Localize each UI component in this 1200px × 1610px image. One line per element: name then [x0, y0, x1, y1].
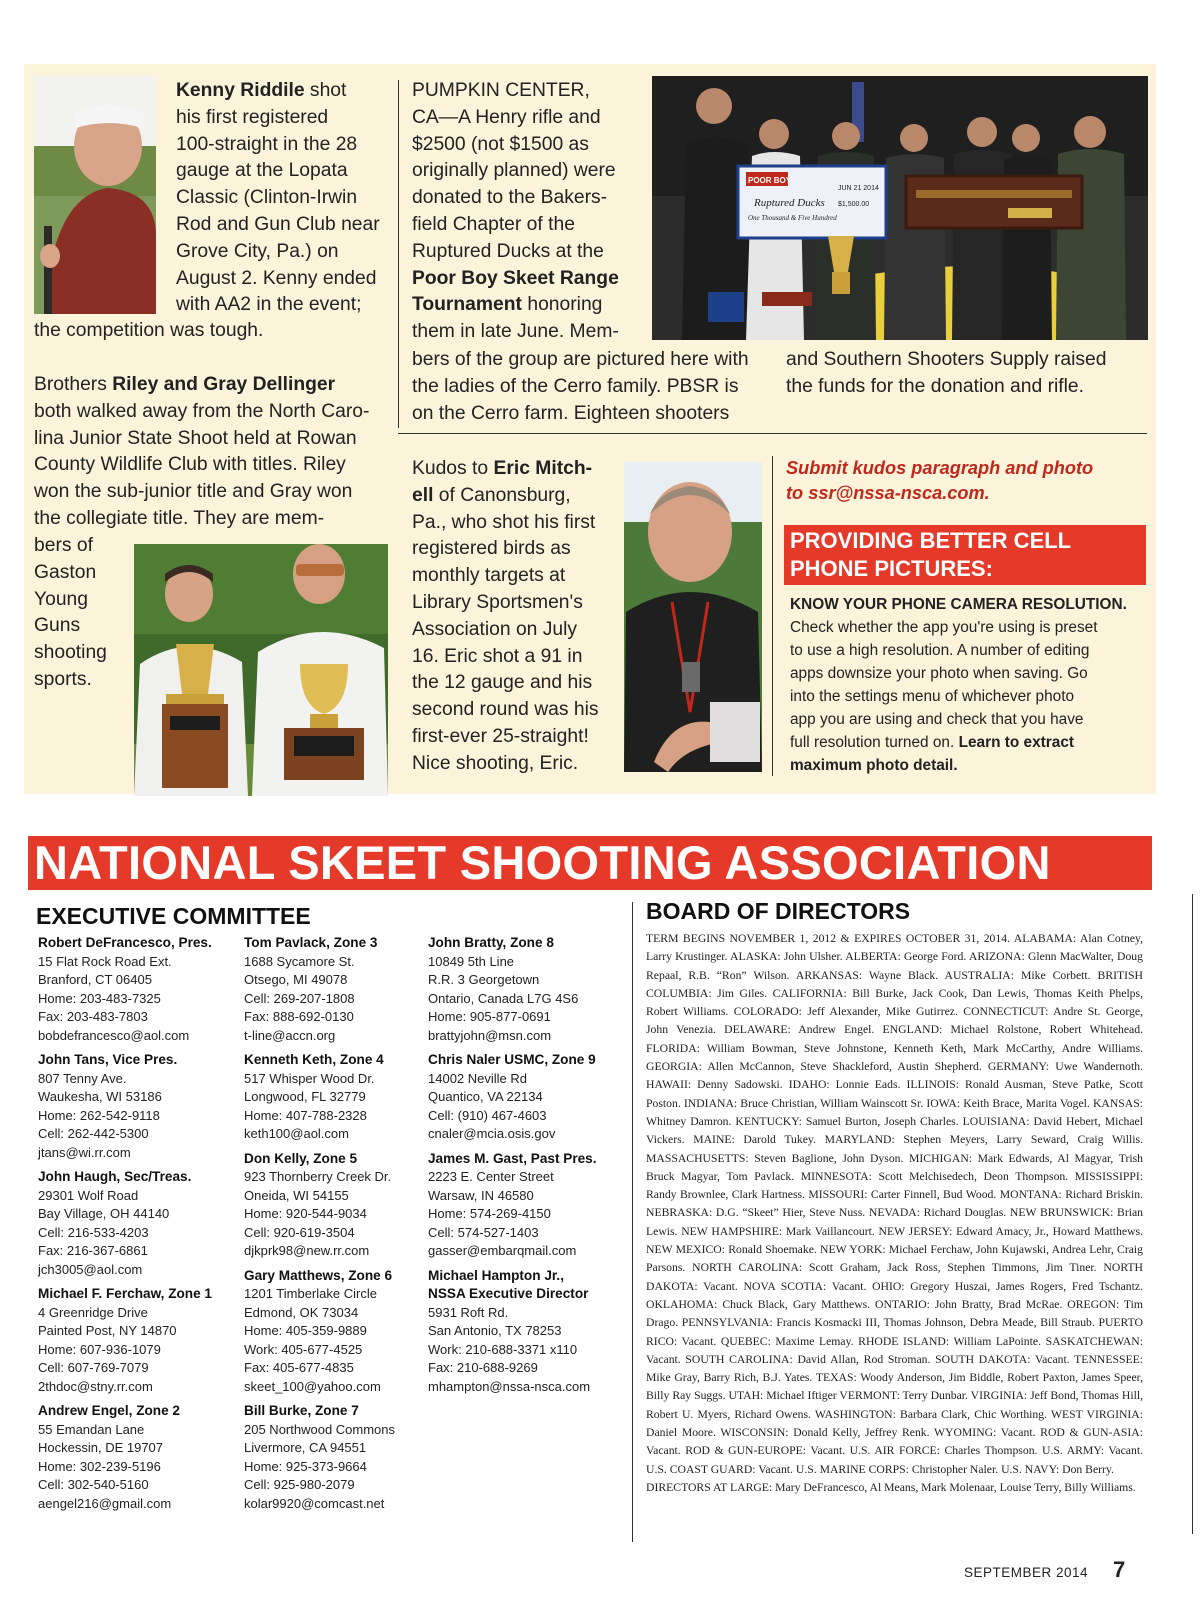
eric-mitchell-photo — [624, 462, 762, 772]
eric-line: registered birds as — [412, 538, 571, 560]
dellinger-short-line: Gaston — [34, 561, 97, 583]
eric-name-part1: Eric Mitch- — [493, 458, 593, 479]
kenny-line: his first registered — [176, 106, 329, 128]
eric-text — [412, 456, 612, 778]
member-line: 807 Tenny Ave. — [38, 1070, 127, 1086]
member-line: Home: 925-373-9664 — [244, 1458, 367, 1474]
member-line: Home: 203-483-7325 — [38, 990, 161, 1006]
eric-line: 16. Eric shot a 91 in — [412, 645, 583, 667]
submit-email-line: to ssr@nssa-nsca.com. — [786, 483, 990, 503]
dellinger-short-line: sports. — [34, 668, 92, 690]
ruptured-ducks-group-photo — [652, 76, 1148, 340]
dellinger-short-line: bers of — [34, 535, 93, 556]
tips-bold-intro: KNOW YOUR PHONE CAMERA RESOLUTION. — [790, 596, 1127, 613]
pumpkin-line: field Chapter of the — [412, 213, 575, 235]
tips-body — [790, 593, 1150, 777]
pumpkin-line: $2500 (not $1500 as — [412, 133, 589, 155]
tips-final-line: maximum photo detail. — [790, 757, 958, 774]
kenny-text: shot — [309, 80, 347, 101]
exec-member — [38, 1051, 238, 1162]
pumpkin-line: CA—A Henry rifle and — [412, 106, 601, 128]
eric-line: Nice shooting, Eric. — [412, 752, 579, 774]
member-name: Michael F. Ferchaw, Zone 1 — [38, 1286, 212, 1301]
dellinger-line: County Wildlife Club with titles. Riley — [34, 454, 346, 476]
right-edge-rule — [1192, 894, 1193, 1534]
dellinger-line: lina Junior State Shoot held at Rowan — [34, 427, 357, 449]
member-email[interactable]: mhampton@nssa-nsca.com — [428, 1378, 591, 1394]
member-name: Kenneth Keth, Zone 4 — [244, 1052, 384, 1067]
pumpkin-event-tournament: Tournament — [412, 294, 522, 316]
member-line: 14002 Neville Rd — [428, 1070, 528, 1086]
member-line: 55 Emandan Lane — [38, 1421, 145, 1437]
eric-intro: Kudos to — [412, 458, 489, 479]
eric-line-1 — [412, 483, 612, 510]
pumpkin-event-line1 — [412, 266, 652, 293]
page-number: 7 — [1113, 1557, 1126, 1582]
tips-line: into the settings menu of whichever photo — [790, 688, 1075, 705]
exec-member — [244, 1051, 424, 1144]
exec-column-1 — [38, 934, 238, 1513]
kenny-name: Kenny Riddile — [176, 80, 305, 101]
board-text: TERM BEGINS NOVEMBER 1, 2012 & EXPIRES OCTOBER 31, 2014. ALABAMA: Alan Cotney, Larry Krustinger. ALASKA: John Ulsher. ALBERTA: George Ford. ARIZONA: Glenn MacWalter, Doug Repaal, R.B. “Ron” Wilson. ARKANSAS: Wayne Black. AUSTRALIA: Mike Corbett. BRITISH COLUMBIA: Jim Giles. CALIFORNIA: Bill Burke, Jack Cook, Dan Lewis, Thomas Keith Phelps, Robert Williams. COLORADO: Jeff Alexander, Mike Gutirrez. CONNECTICUT: Andre St. George, John Venezia. DELAWARE: Andrew Engel. ENGLAND: Michael Rolstone, Robert Whitehead. FLORIDA: William Bowman, Steve Johnstone, Kenneth Keth, Mark McCarthy, Andre Williams. GEORGIA: Allen McCannon, Steve Shackleford, Austin Shepherd. GERMANY: Uwe Wandernoth. HAWAII: Denny Sadowski. IDAHO: Lonnie Eads. ILLINOIS: Ronald Ausman, Steve Patke, Scott Poston. INDIANA: Bruce Christian, William Wainscott Sr. IOWA: Keith Brace, Marita Vogel. KANSAS: Whitney Damron. KENTUCKY: Samuel Burton, Joseph Charles. LOUISIANA: David Hebert, Michael Vickers. MAINE: Darold Tukey. MARYLAND: Stephen Meyers, Larry Seward, Craig Willis. MASSACHUSETTS: Steven Baglione, John Dyson. MICHIGAN: Mark Edwards, Al Magyar, Trish Bruck Magyar, Tom Pavlack. MINNESOTA: Scott Melchisedech, Deon Thompson. MISSISSIPPI: Randy Brownlee, Clark Hartness. MISSOURI: Carter Finnell, Bud Wood. MONTANA: Richard Briskin. NEBRASKA: D.G. “Skeet” Hier, Steve Nuss. NEVADA: Richard Douglas. NEW BRUNSWICK: Brian Lewis. NEW HAMPSHIRE: Mark Vaillancourt. NEW JERSEY: Edward Amacy, Jr., Howard Matthews. NEW MEXICO: Ronald Shoemake. NEW YORK: Michael Ferchaw, John Kujawski, Andrea Lehr, Craig Parsons. NORTH CAROLINA: Scott Graham, Jack Ross, Stephen Timmons, Jim Tiner. NORTH DAKOTA: Vacant. NOVA SCOTIA: Vacant. OHIO: Gregory Huszai, James Rogers, Fred Tschantz. OKLAHOMA: Chuck Black, Gary Matthews. ONTARIO: John Bratty, Brad McRae. OREGON: Tim Drago. PENNSYLVANIA: Francis Kosmacki III, Thomas Johnson, Debra Meade, Bill Straub. PUERTO RICO: Vacant. QUEBEC: Maxime Lemay. RHODE ISLAND: William LaPointe. SASKATCHEWAN: Vacant. SOUTH CAROLINA: David Allan, Rod Stroman. SOUTH DAKOTA: Vacant. TENNESSEE: Mike Gray, Barry Rich, B.J. Yates. TEXAS: Woody Anderson, Jim Biddle, Robert Paxton, James Speer, Billy Ray Suggs. UTAH: Michael Iftiger VERMONT: Terry Dunbar. VIRGINIA: Jeff Bond, Thomas Hill, Robert U. Myers, Richard Owens. WASHINGTON: Barbara Clark, Chic Worthing. WEST VIRGINIA: Daniel Moore. WISCONSIN: Donald Kelly, Jeffrey Renk. WYOMING: Vacant. ROD & GUN-ASIA: Vacant. ROD & GUN-EUROPE: Vacant. U.S. AIR FORCE: Charles Thompson. U.S. ARMY: Vacant. U.S. COAST GUARD: Vacant. U.S. MARINE CORPS: Christopher Naler. U.S. NAVY: Don Berry. — [646, 932, 1143, 1476]
submit-line-1: Submit kudos paragraph and photo — [786, 458, 1094, 478]
member-email[interactable]: cnaler@mcia.osis.gov — [428, 1126, 556, 1141]
member-line: Cell: 920-619-3504 — [244, 1224, 355, 1240]
exec-member — [428, 1051, 628, 1144]
pumpkin-right-text — [786, 347, 1146, 401]
tips-line: apps downsize your photo when saving. Go — [790, 665, 1088, 682]
exec-member — [38, 1285, 238, 1396]
member-line: Home: 574-269-4150 — [428, 1206, 551, 1221]
eric-line-0 — [412, 456, 612, 483]
member-line: Painted Post, NY 14870 — [38, 1323, 177, 1338]
pumpkin-wide-text — [412, 347, 772, 427]
member-email[interactable]: djkprk98@new.rr.com — [244, 1243, 370, 1258]
member-name: John Haugh, Sec/Treas. — [38, 1169, 192, 1184]
member-line: Quantico, VA 22134 — [428, 1089, 543, 1104]
pumpkin-wide-line: bers of the group are pictured here with — [412, 349, 749, 370]
member-line: Cell: 262-442-5300 — [38, 1126, 149, 1141]
tips-last-plain: full resolution turned on. — [790, 734, 955, 751]
member-name: Bill Burke, Zone 7 — [244, 1403, 359, 1418]
member-email[interactable]: t-line@accn.org — [244, 1027, 336, 1043]
exec-member — [244, 934, 424, 1045]
member-line: Home: 407-788-2328 — [244, 1107, 367, 1123]
executive-committee-title: EXECUTIVE COMMITTEE — [36, 903, 311, 929]
member-line: Fax: 210-688-9269 — [428, 1360, 538, 1375]
member-line: 15 Flat Rock Road Ext. — [38, 953, 172, 969]
member-email[interactable]: jtans@wi.rr.com — [38, 1144, 131, 1160]
member-line: Home: 405-359-9889 — [244, 1323, 367, 1338]
member-name: Robert DeFrancesco, Pres. — [38, 935, 212, 950]
pumpkin-event-name: Poor Boy Skeet Range — [412, 267, 619, 289]
column-divider-2 — [772, 456, 773, 776]
member-line: 2223 E. Center Street — [428, 1169, 554, 1184]
board-at-large: DIRECTORS AT LARGE: Mary DeFrancesco, Al Means, Mark Molenaar, Louise Terry, Billy Williams. — [646, 1480, 1136, 1494]
pumpkin-line: originally planned) were — [412, 160, 616, 182]
member-name: James M. Gast, Past Pres. — [428, 1150, 597, 1166]
member-name: Don Kelly, Zone 5 — [244, 1150, 358, 1166]
kenny-line: with AA2 in the event; — [176, 294, 362, 316]
dellinger-text — [34, 372, 394, 533]
member-line: Cell: 216-533-4203 — [38, 1224, 149, 1240]
eric-after-name: of Canonsburg, — [438, 484, 571, 506]
submit-kudos — [786, 456, 1146, 506]
member-line: Cell: (910) 467-4603 — [428, 1107, 547, 1123]
panel-divider — [398, 433, 1147, 434]
exec-member — [38, 1402, 238, 1513]
eric-line: second round was his — [412, 699, 599, 721]
member-line: Fax: 888-692-0130 — [244, 1009, 354, 1024]
tips-line: Check whether the app you're using is preset — [790, 619, 1098, 636]
member-line: Fax: 216-367-6861 — [38, 1243, 148, 1258]
check-payee: Ruptured Ducks — [754, 197, 825, 209]
eric-line: monthly targets at — [412, 565, 566, 587]
board-of-directors-title: BOARD OF DIRECTORS — [646, 898, 911, 924]
member-line: Cell: 269-207-1808 — [244, 990, 355, 1006]
exec-column-3 — [428, 934, 628, 1396]
member-line: 5931 Roft Rd. — [428, 1304, 509, 1320]
exec-member — [244, 1150, 424, 1261]
kenny-line: Grove City, Pa.) on — [176, 240, 339, 262]
kenny-line: gauge at the Lopata — [176, 160, 348, 182]
member-line: Home: 302-239-5196 — [38, 1458, 161, 1474]
tips-last-line — [790, 731, 1150, 754]
tips-line: to use a high resolution. A number of editing — [790, 642, 1090, 659]
member-email[interactable]: gasser@embarqmail.com — [428, 1243, 577, 1258]
member-line: Otsego, MI 49078 — [244, 972, 348, 987]
dellinger-line-0 — [34, 372, 394, 399]
exec-member — [38, 934, 238, 1045]
dellinger-short-line: Guns — [34, 615, 81, 637]
eric-line: first-ever 25-straight! — [412, 725, 589, 747]
member-line: Cell: 925-980-2079 — [244, 1477, 355, 1492]
member-line: R.R. 3 Georgetown — [428, 972, 540, 987]
exec-member — [244, 1402, 424, 1513]
member-line: 4 Greenridge Drive — [38, 1304, 148, 1320]
member-email[interactable]: brattyjohn@msn.com — [428, 1027, 552, 1043]
member-email[interactable]: aengel216@gmail.com — [38, 1495, 172, 1511]
member-line: Home: 905-877-0691 — [428, 1009, 551, 1024]
check-brand: POOR BOY — [748, 176, 792, 185]
member-name: John Bratty, Zone 8 — [428, 935, 554, 950]
member-line: Home: 920-544-9034 — [244, 1206, 367, 1221]
pumpkin-text — [412, 78, 652, 346]
column-divider-1 — [398, 80, 399, 428]
member-email[interactable]: 2thdoc@stny.rr.com — [38, 1378, 153, 1394]
kenny-line-0 — [176, 78, 391, 105]
kenny-text-wrap — [176, 78, 391, 319]
pumpkin-line: Ruptured Ducks at the — [412, 240, 604, 262]
pumpkin-wide-line: the ladies of the Cerro family. PBSR is — [412, 375, 739, 397]
member-line: Longwood, FL 32779 — [244, 1089, 366, 1104]
board-of-directors-list — [646, 930, 1143, 1497]
pumpkin-event-line2 — [412, 292, 652, 319]
member-line: 517 Whisper Wood Dr. — [244, 1070, 375, 1086]
pumpkin-right-line: and Southern Shooters Supply raised — [786, 349, 1107, 370]
eric-line: Library Sportsmen's — [412, 591, 583, 613]
member-line: Oneida, WI 54155 — [244, 1187, 349, 1203]
exec-member — [244, 1267, 424, 1397]
exec-member — [428, 934, 628, 1045]
footer-issue-date: SEPTEMBER 2014 — [964, 1565, 1089, 1580]
exec-member — [38, 1168, 238, 1279]
member-line: Branford, CT 06405 — [38, 972, 152, 987]
member-line: 923 Thornberry Creek Dr. — [244, 1169, 392, 1184]
member-line: San Antonio, TX 78253 — [428, 1323, 562, 1338]
member-email[interactable]: skeet_100@yahoo.com — [244, 1378, 381, 1394]
member-name: Andrew Engel, Zone 2 — [38, 1403, 180, 1418]
dellinger-short-text — [34, 533, 134, 694]
tips-learn-link: Learn to extract — [958, 734, 1075, 751]
exec-member — [428, 1267, 628, 1397]
kenny-last-line: the competition was tough. — [34, 320, 264, 341]
member-line: Livermore, CA 94551 — [244, 1440, 367, 1455]
check-amount: $1,500.00 — [838, 201, 870, 208]
dellinger-line: both walked away from the North Caro- — [34, 400, 370, 422]
member-line: Fax: 203-483-7803 — [38, 1009, 148, 1024]
kenny-line: Classic (Clinton-Irwin — [176, 187, 358, 209]
member-line: Waukesha, WI 53186 — [38, 1089, 162, 1104]
member-line: Bay Village, OH 44140 — [38, 1206, 170, 1221]
member-line: Cell: 607-769-7079 — [38, 1360, 149, 1375]
tips-line: app you are using and check that you have — [790, 711, 1084, 728]
eric-line: Pa., who shot his first — [412, 511, 596, 533]
member-name: Gary Matthews, Zone 6 — [244, 1267, 393, 1283]
member-line: Work: 405-677-4525 — [244, 1341, 363, 1357]
pumpkin-wide-line: on the Cerro farm. Eighteen shooters — [412, 402, 730, 424]
kenny-riddile-photo — [34, 76, 156, 314]
kenny-line: 100-straight in the 28 — [176, 133, 358, 155]
pumpkin-line: them in late June. Mem- — [412, 321, 619, 343]
eric-line: Association on July — [412, 618, 578, 640]
nssa-banner: NATIONAL SKEET SHOOTING ASSOCIATION — [28, 836, 1152, 890]
dellinger-line: the collegiate title. They are mem- — [34, 507, 325, 529]
dellinger-short-line: Young — [34, 588, 88, 610]
member-line: Cell: 302-540-5160 — [38, 1477, 149, 1492]
member-email[interactable]: bobdefrancesco@aol.com — [38, 1027, 190, 1043]
member-line: 1201 Timberlake Circle — [244, 1286, 377, 1301]
member-name: John Tans, Vice Pres. — [38, 1052, 178, 1067]
member-line: Hockessin, DE 19707 — [38, 1440, 164, 1455]
member-line: Edmond, OK 73034 — [244, 1304, 359, 1320]
member-email[interactable]: keth100@aol.com — [244, 1126, 349, 1141]
check-words: One Thousand & Five Hundred — [748, 214, 837, 222]
member-line: 205 Northwood Commons — [244, 1421, 396, 1437]
member-line: Cell: 574-527-1403 — [428, 1224, 539, 1240]
dellinger-intro: Brothers — [34, 374, 107, 395]
eric-line: the 12 gauge and his — [412, 672, 593, 694]
board-divider — [632, 902, 633, 1542]
member-line: Fax: 405-677-4835 — [244, 1360, 354, 1375]
member-email[interactable]: kolar9920@comcast.net — [244, 1495, 385, 1511]
member-name: Tom Pavlack, Zone 3 — [244, 935, 378, 950]
member-line: Warsaw, IN 46580 — [428, 1187, 534, 1203]
exec-member — [428, 1150, 628, 1261]
member-line: Ontario, Canada L7G 4S6 — [428, 990, 579, 1006]
member-line: Home: 607-936-1079 — [38, 1341, 161, 1357]
tips-title-line-1: PROVIDING BETTER CELL — [790, 528, 1072, 553]
dellinger-line: won the sub-junior title and Gray won — [34, 481, 353, 503]
check-date: JUN 21 2014 — [838, 185, 879, 192]
member-name: Michael Hampton Jr., NSSA Executive Director — [428, 1267, 589, 1301]
member-line: 29301 Wolf Road — [38, 1187, 139, 1203]
eric-name-part2: ell — [412, 484, 434, 506]
dellinger-brothers-photo — [134, 544, 388, 796]
pumpkin-line: PUMPKIN CENTER, — [412, 80, 590, 101]
kenny-line: Rod and Gun Club near — [176, 213, 380, 235]
member-line: Home: 262-542-9118 — [38, 1107, 160, 1123]
tips-title-box — [784, 525, 1146, 585]
pumpkin-after-event: honoring — [527, 294, 603, 316]
dellinger-names: Riley and Gray Dellinger — [112, 374, 336, 395]
member-line: Work: 210-688-3371 x110 — [428, 1341, 578, 1357]
tips-title-line-2: PHONE PICTURES: — [790, 556, 993, 581]
pumpkin-right-line: the funds for the donation and rifle. — [786, 375, 1084, 397]
member-line: 1688 Sycamore St. — [244, 953, 355, 969]
pumpkin-line: donated to the Bakers- — [412, 187, 608, 209]
member-email[interactable]: jch3005@aol.com — [38, 1261, 143, 1277]
kenny-line: August 2. Kenny ended — [176, 267, 377, 289]
dellinger-short-line: shooting — [34, 642, 107, 664]
member-line: 10849 5th Line — [428, 953, 515, 969]
exec-column-2 — [244, 934, 424, 1513]
member-name: Chris Naler USMC, Zone 9 — [428, 1052, 596, 1067]
